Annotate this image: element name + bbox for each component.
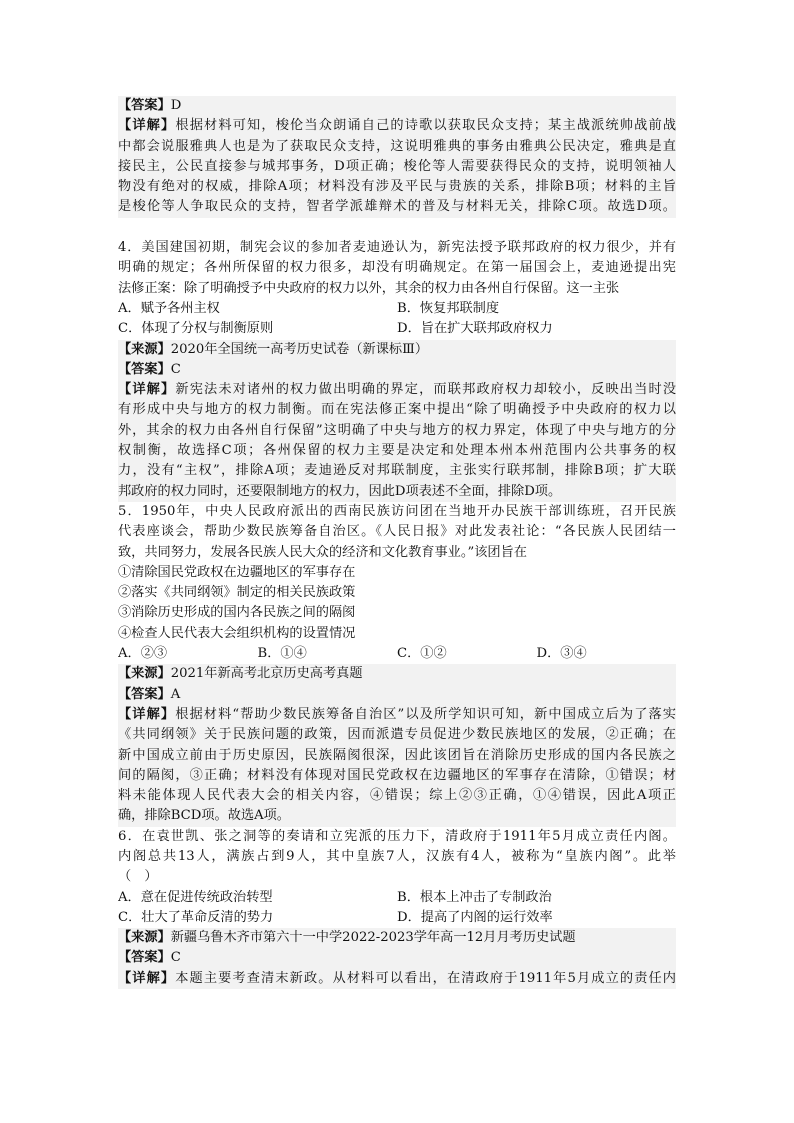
- q4-detail-line: 【详解】新宪法未对诸州的权力做出明确的界定，而联邦政府权力却较小，反映出当时没: [118, 382, 676, 398]
- q5-item: ④检查人民代表大会组织机构的设置情况: [118, 625, 356, 641]
- q4-detail-line: 权制衡，故选择C项；各州保留的权力主要是决定和处理本州本州范围内公共事务的权: [118, 443, 676, 459]
- q6-source-line: [118, 928, 676, 948]
- q6-stem-line: 内阁总共13人，满族占到9人，其中皇族7人，汉族有4人，被称为“皇族内阁”。此举: [118, 848, 676, 864]
- q5-stem: [118, 502, 676, 563]
- q5-detail-line: 【详解】根据材料“帮助少数民族筹备自治区”以及所学知识可知，新中国成立后为了落实: [118, 706, 676, 722]
- q5-item: ③消除历史形成的国内各民族之间的隔阂: [118, 605, 356, 621]
- detail-tag: 【详解】: [118, 706, 176, 722]
- q4-answer-line: [118, 360, 676, 380]
- answer-value: A: [170, 686, 181, 702]
- answer-tag: 【答案】: [118, 98, 171, 113]
- q4-source-line: [118, 340, 676, 360]
- option-b: B．根本上冲击了专制政治: [397, 889, 552, 905]
- source-text: 2021年新高考北京历史高考真题: [170, 666, 363, 682]
- q4-stem-line: 明确的规定；各州所保留的权力很多，却没有明确规定。在第一届国会上，麦迪逊提出宪: [118, 260, 676, 276]
- q5-item: ②落实《共同纲领》制定的相关民族政策: [118, 585, 356, 601]
- option-d: D．提高了内阁的运行效率: [397, 909, 553, 925]
- q5-item: ①清除国民党政权在边疆地区的军事存在: [118, 564, 356, 580]
- q4-detail-line: 外，其余的权力由各州自行保留”这明确了中央与地方的权力界定，体现了中央与地方的分: [118, 422, 676, 438]
- answer-tag: 【答案】: [118, 686, 171, 702]
- q4-stem-line: 法修正案：除了明确授予中央政府的权力以外，其余的权力由各州自行保留。这一主张: [118, 280, 620, 296]
- answer-value: C: [170, 950, 181, 966]
- exam-page: [118, 96, 676, 989]
- q4-detail-line: 有形成中央与地方的权力制衡。而在宪法修正案中提出“除了明确授予中央政府的权力以: [118, 402, 676, 418]
- option-a: A．意在促进传统政治转型: [118, 889, 273, 905]
- q5-source-line: [118, 664, 676, 684]
- q3-detail-line: 【详解】根据材料可知，梭伦当众朗诵自己的诗歌以获取民众支持；某主战派统帅战前战: [118, 118, 676, 134]
- answer-tag: 【答案】: [118, 950, 171, 966]
- detail-tag: 【详解】: [118, 382, 176, 398]
- q4-answer-block: [118, 340, 676, 502]
- q5-options-row: [118, 644, 676, 664]
- answer-value: C: [170, 361, 181, 377]
- option-c: C．体现了分权与制衡原则: [118, 321, 274, 337]
- detail-tag: 【详解】: [118, 970, 176, 986]
- q6-options-row: [118, 908, 676, 928]
- q6-detail-line: 【详解】本题主要考查清末新政。从材料可以看出，在清政府于1911年5月成立的责任内: [118, 970, 676, 986]
- q5-detail-line: 确，排除BCD项。故选A项。: [118, 808, 290, 824]
- q4-detail-line: 力，没有“主权”，排除A项；麦迪逊反对邦联制度，主张实行联邦制，排除B项；扩大联: [118, 463, 676, 479]
- q3-answer-block: [118, 96, 676, 218]
- option-a: A．②③: [118, 646, 168, 662]
- q6-stem-line: 6．在袁世凯、张之洞等的奏请和立宪派的压力下，清政府于1911年5月成立责任内阁。: [118, 828, 676, 844]
- q6-stem-line: （ ）: [118, 869, 158, 885]
- q6-stem: [118, 827, 676, 888]
- source-tag: 【来源】: [118, 341, 171, 357]
- q3-detail-line: 是梭伦等人争取民众的支持，智者学派雄辩术的普及与材料无关，排除C项。故选D项。: [118, 199, 676, 215]
- q3-answer-line: [118, 96, 676, 116]
- q5-detail-line: 《共同纲领》关于民族问题的政策，因而派遣专员促进少数民族地区的发展，②正确；在: [118, 727, 676, 743]
- q3-detail-line: 物没有绝对的权威，排除A项；材料没有涉及平民与贵族的关系，排除B项；材料的主旨: [118, 179, 676, 195]
- source-tag: 【来源】: [118, 930, 171, 946]
- q4-options-row: [118, 299, 676, 319]
- q3-detail-line: 接民主，公民直接参与城邦事务，D项正确；梭伦等人需要获得民众的支持，说明领袖人: [118, 158, 676, 174]
- q6-answer-line: [118, 948, 676, 968]
- q4-stem: [118, 238, 676, 299]
- option-b: B．①④: [257, 646, 307, 662]
- option-c: C．壮大了革命反清的势力: [118, 909, 274, 925]
- detail-tag: 【详解】: [118, 118, 176, 134]
- q5-detail-line: 料未能体现人民代表大会的相关内容，④错误；综上②③正确，①④错误，因此A项正: [118, 788, 676, 804]
- q5-detail-line: 间的隔阂，③正确；材料没有体现对国民党政权在边疆地区的军事存在清除，①错误；材: [118, 767, 676, 783]
- q5-stem-line: 5．1950年，中央人民政府派出的西南民族访问团在当地开办民族干部训练班，召开民族: [118, 503, 676, 519]
- answer-value: D: [170, 98, 182, 113]
- q5-stem-line: 致，共同努力，发展各民族人民大众的经济和文化教育事业。”该团旨在: [118, 544, 527, 560]
- option-d: D．③④: [536, 646, 587, 662]
- q4-detail-line: 邦政府的权力同时，还要限制地方的权力，因此D项表述不全面，排除D项。: [118, 483, 562, 499]
- source-text: 新疆乌鲁木齐市第六十一中学2022-2023学年高一12月月考历史试题: [170, 930, 576, 946]
- q5-answer-block: [118, 664, 676, 826]
- q4-stem-line: 4．美国建国初期，制宪会议的参加者麦迪逊认为，新宪法授予联邦政府的权力很少，并有: [118, 240, 676, 256]
- q5-stem-line: 代表座谈会，帮助少数民族筹备自治区。《人民日报》对此发表社论：“各民族人民团结一: [118, 524, 676, 540]
- q4-options-row: [118, 319, 676, 339]
- option-d: D．旨在扩大联邦政府权力: [397, 321, 553, 337]
- option-a: A．赋予各州主权: [118, 300, 220, 316]
- q5-items: [118, 563, 676, 644]
- q3-detail-line: 中都会说服雅典人也是为了获取民众支持，这说明雅典的事务由雅典公民决定，雅典是直: [118, 138, 676, 154]
- q5-answer-line: [118, 685, 676, 705]
- source-tag: 【来源】: [118, 666, 171, 682]
- q5-detail-line: 新中国成立前由于历史原因，民族隔阂很深，因此该团旨在消除历史形成的国内各民族之: [118, 747, 676, 763]
- q6-answer-block: [118, 928, 676, 989]
- option-c: C．①②: [397, 646, 447, 662]
- spacer: [118, 218, 676, 238]
- q6-options-row: [118, 888, 676, 908]
- answer-tag: 【答案】: [118, 361, 171, 377]
- option-b: B．恢复邦联制度: [397, 300, 500, 316]
- source-text: 2020年全国统一高考历史试卷（新课标Ⅲ）: [170, 341, 429, 357]
